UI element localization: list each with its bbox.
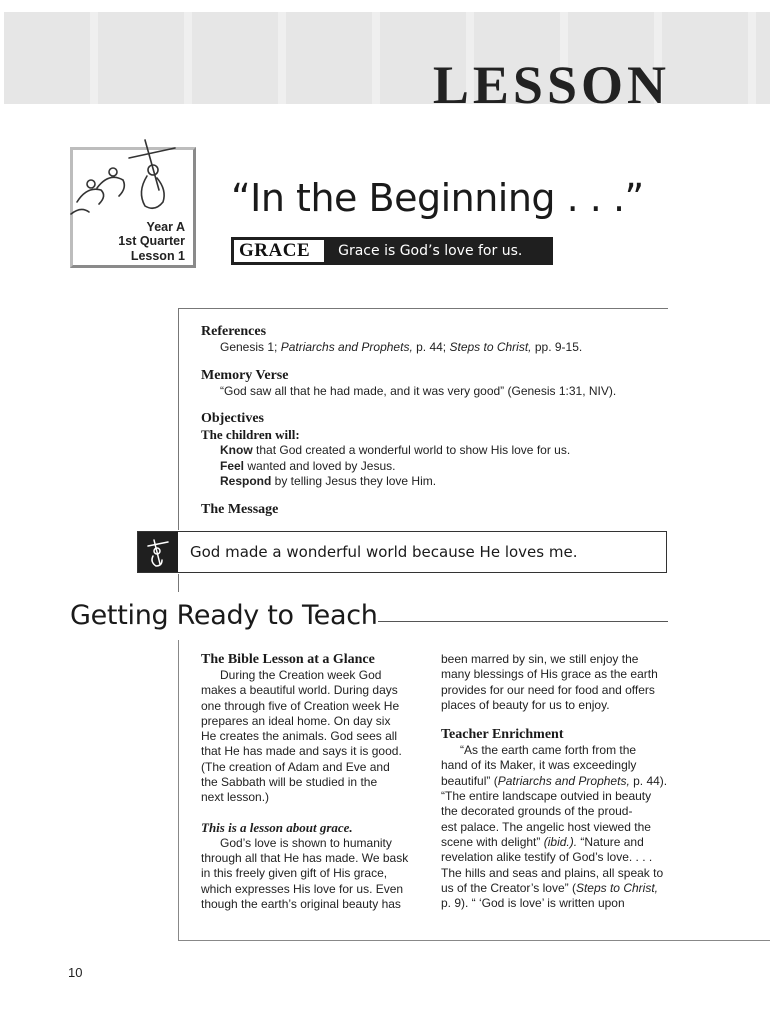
objective-text: wanted and loved by Jesus.	[244, 458, 396, 473]
text-line: God’s love is shown to humanity	[220, 835, 392, 850]
badge-lesson: Lesson 1	[130, 248, 185, 263]
references-section	[201, 324, 661, 356]
objective-item	[201, 459, 661, 475]
text-line: the Sabbath will be studied in the	[201, 775, 378, 790]
ref-part: Genesis 1;	[220, 340, 281, 354]
text-line: “As the earth came forth from the	[460, 743, 637, 758]
objective-item	[201, 474, 661, 490]
text-line: been marred by sin, we still enjoy the	[441, 652, 639, 666]
text-line: which expresses His love for us. Even	[201, 881, 404, 896]
text-line: prepares an ideal home. On day six	[201, 713, 391, 728]
badge-quarter: 1st Quarter	[118, 234, 185, 248]
bottom-rule	[178, 940, 770, 941]
references-heading: References	[201, 324, 267, 339]
enrichment-heading: Teacher Enrichment	[441, 727, 564, 743]
text-line	[441, 774, 673, 789]
message-text: God made a wonderful world because He loves me.	[190, 543, 578, 561]
objective-label: Know	[220, 443, 253, 458]
objectives-heading: Objectives	[201, 411, 264, 427]
theme-bar	[231, 237, 553, 265]
text-part: us of the Creator’s love” (	[441, 880, 576, 895]
text-line: though the earth’s original beauty has	[201, 896, 401, 911]
objective-label: Feel	[220, 458, 245, 473]
right-column	[441, 652, 673, 911]
objective-text: that God created a wonderful world to show His love for us.	[252, 443, 571, 458]
references-text	[201, 340, 661, 356]
continued-paragraph	[441, 652, 673, 713]
objectives-subheading: The children will:	[201, 427, 300, 443]
glance-paragraph	[201, 668, 431, 806]
message-heading: The Message	[201, 501, 279, 517]
section-rule	[378, 621, 668, 622]
ref-book-title: Steps to Christ,	[449, 340, 532, 354]
objectives-section	[201, 411, 661, 490]
text-line: He creates the animals. God sees all	[201, 729, 398, 744]
page-number: 10	[68, 965, 83, 980]
text-line: “The entire landscape outvied in beauty	[441, 789, 652, 804]
citation: (ibid.).	[543, 834, 578, 849]
theme-word: GRACE	[234, 240, 324, 262]
text-line: next lesson.)	[201, 790, 270, 805]
text-line: makes a beautiful world. During days	[201, 683, 398, 698]
text-part: p. 44).	[629, 773, 668, 788]
text-line	[441, 881, 673, 896]
column-rule-left	[178, 640, 179, 940]
badge-year: Year A	[146, 219, 185, 234]
theme-definition: Grace is God’s love for us.	[338, 243, 523, 259]
lesson-title: “In the Beginning . . .”	[231, 176, 644, 220]
grace-note-heading: This is a lesson about grace.	[201, 819, 353, 835]
ref-part: p. 44;	[412, 340, 450, 354]
text-part: beautiful” (	[441, 773, 498, 788]
memory-verse-heading: Memory Verse	[201, 367, 289, 383]
box-rule-left	[178, 308, 179, 530]
text-line: through all that He has made. We bask	[201, 850, 409, 865]
text-line: in this freely given gift of His grace,	[201, 866, 388, 881]
box-rule-top	[178, 308, 668, 309]
lesson-heading: LESSON	[432, 55, 670, 115]
box-rule-left-lower	[178, 574, 179, 592]
text-part: scene with delight”	[441, 834, 544, 849]
book-title: Steps to Christ,	[575, 880, 658, 895]
cross-figure-icon	[138, 532, 178, 572]
text-line: one through five of Creation week He	[201, 698, 400, 713]
text-line: places of beauty for us to enjoy.	[441, 697, 610, 712]
lesson-badge	[70, 147, 196, 268]
text-line: During the Creation week God	[220, 668, 382, 682]
text-line: est palace. The angelic host viewed the	[441, 819, 651, 834]
text-line: many blessings of His grace as the earth	[441, 667, 658, 682]
left-column	[201, 652, 431, 912]
text-line: hand of its Maker, it was exceedingly	[441, 758, 637, 773]
overview-box	[201, 324, 661, 518]
text-line: provides for our need for food and offers	[441, 682, 655, 697]
objective-text: by telling Jesus they love Him.	[271, 474, 437, 489]
memory-verse-text: “God saw all that he had made, and it was very good” (Genesis 1:31, NIV).	[220, 383, 617, 398]
objective-label: Respond	[220, 474, 272, 489]
section-title: Getting Ready to Teach	[70, 600, 378, 631]
badge-text	[118, 220, 185, 264]
text-line	[441, 835, 673, 850]
grace-note-paragraph	[201, 836, 431, 912]
text-line: the decorated grounds of the proud-	[441, 804, 633, 819]
glance-heading: The Bible Lesson at a Glance	[201, 652, 375, 667]
ref-part: pp. 9-15.	[531, 340, 583, 354]
text-line: that He has made and says it is good.	[201, 744, 402, 759]
memory-verse-section	[201, 368, 661, 400]
message-box	[137, 531, 667, 573]
text-line: p. 9). “ ‘God is love’ is written upon	[441, 896, 625, 911]
text-line: The hills and seas and plains, all speak to	[441, 865, 664, 880]
objective-item	[201, 443, 661, 459]
children-cross-icon	[67, 132, 177, 222]
message-icon-block	[138, 532, 178, 572]
enrichment-paragraph	[441, 743, 673, 911]
text-part: “Nature and	[577, 834, 644, 849]
book-title: Patriarchs and Prophets,	[497, 773, 630, 788]
text-line: revelation alike testify of God’s love. . . .	[441, 850, 653, 865]
ref-book-title: Patriarchs and Prophets,	[280, 340, 413, 354]
text-line: (The creation of Adam and Eve and	[201, 759, 390, 774]
